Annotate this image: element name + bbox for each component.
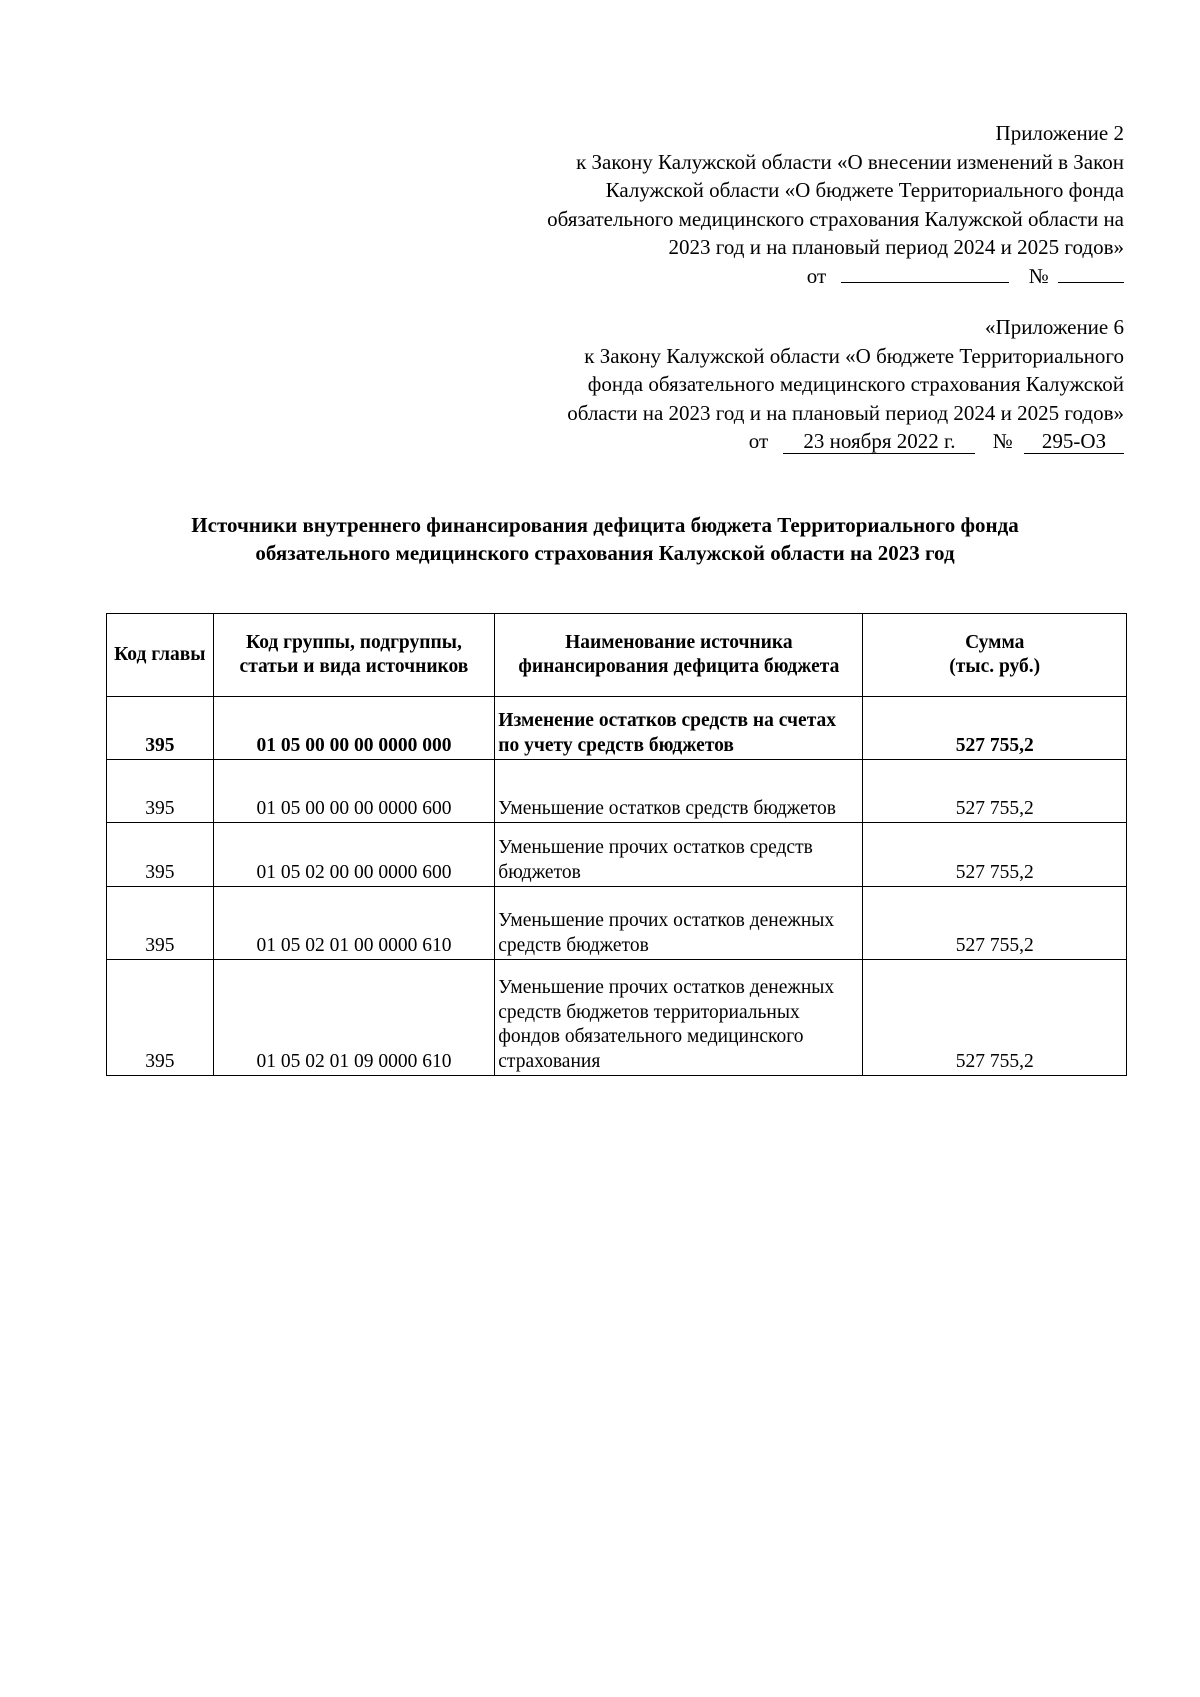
financing-sources-table (106, 613, 1127, 1076)
cell-sum: 527 755,2 (863, 760, 1127, 823)
cell-name-line: Изменение остатков средств на счетах (498, 710, 837, 731)
header-group-code-line: статьи и вида источников (239, 656, 469, 677)
cell-code: 01 05 02 00 00 0000 600 (213, 823, 495, 887)
table-row (107, 697, 1127, 760)
table-row (107, 887, 1127, 960)
cell-name-line: фондов обязательного медицинского (498, 1026, 804, 1047)
cell-chapter: 395 (107, 823, 214, 887)
cell-chapter: 395 (107, 960, 214, 1076)
cell-name-line: средств бюджетов территориальных (498, 1001, 800, 1023)
appendix-current-line: 2023 год и на плановый период 2024 и 2025 годов» (668, 235, 1124, 259)
date-blank (841, 262, 1009, 283)
header-source-name-line: Наименование источника (565, 631, 793, 653)
cell-name-line: Уменьшение прочих остатков денежных (498, 977, 835, 998)
cell-sum: 527 755,2 (863, 960, 1127, 1076)
date-prefix: от (806, 263, 827, 288)
cell-sum: 527 755,2 (863, 697, 1127, 760)
cell-code: 01 05 02 01 09 0000 610 (213, 960, 495, 1076)
header-source-name (495, 614, 863, 697)
appendix-current-line: Приложение 2 (995, 121, 1124, 145)
appendix-current-line: Калужской области «О бюджете Территориального фонда (605, 178, 1124, 202)
header-sum-line: Сумма (965, 631, 1025, 653)
title-line: обязательного медицинского страхования Калужской области на 2023 год (255, 541, 955, 565)
cell-sum: 527 755,2 (863, 887, 1127, 960)
date-prefix: от (748, 429, 769, 453)
appendix-current (547, 119, 1124, 290)
appendix-current-line: обязательного медицинского страхования Калужской области на (547, 206, 1124, 231)
table-row (107, 823, 1127, 887)
header-sum-line: (тыс. руб.) (949, 656, 1041, 677)
header-chapter-code: Код главы (107, 614, 214, 697)
cell-chapter: 395 (107, 760, 214, 823)
law-number: 295-ОЗ (1024, 429, 1124, 454)
cell-code: 01 05 00 00 00 0000 600 (213, 760, 495, 823)
cell-name (495, 887, 863, 960)
cell-chapter: 395 (107, 697, 214, 760)
cell-chapter: 395 (107, 887, 214, 960)
header-sum (863, 614, 1127, 697)
cell-name-line: бюджетов (498, 861, 581, 883)
cell-name-line: Уменьшение остатков средств бюджетов (498, 797, 836, 819)
appendix-current-date-line (547, 262, 1124, 291)
cell-name-line: по учету средств бюджетов (498, 734, 734, 756)
cell-sum: 527 755,2 (863, 823, 1127, 887)
appendix-original-line: фонда обязательного медицинского страхования Калужской (587, 372, 1124, 396)
appendix-original (567, 313, 1124, 456)
table-header-row (107, 614, 1127, 697)
law-date: 23 ноября 2022 г. (783, 429, 975, 454)
appendix-original-line: области на 2023 год и на плановый период 2024 и 2025 годов» (567, 400, 1124, 425)
cell-code: 01 05 02 01 00 0000 610 (213, 887, 495, 960)
number-prefix: № (1028, 263, 1049, 288)
title-line: Источники внутреннего финансирования дефицита бюджета Территориального фонда (191, 513, 1019, 537)
number-blank (1058, 262, 1124, 283)
cell-name-line: Уменьшение прочих остатков средств (498, 837, 813, 858)
cell-name-line: средств бюджетов (498, 934, 649, 956)
cell-name (495, 960, 863, 1076)
cell-name-line: страхования (498, 1050, 601, 1072)
table-row (107, 760, 1127, 823)
cell-name (495, 697, 863, 760)
header-group-code-line: Код группы, подгруппы, (246, 631, 462, 653)
cell-code: 01 05 00 00 00 0000 000 (213, 697, 495, 760)
appendix-current-line: к Закону Калужской области «О внесении изменений в Закон (576, 149, 1124, 174)
table-row (107, 960, 1127, 1076)
number-prefix: № (992, 429, 1013, 453)
cell-name (495, 760, 863, 823)
appendix-original-line: «Приложение 6 (985, 315, 1124, 339)
document-title (100, 511, 1110, 567)
cell-name-line: Уменьшение прочих остатков денежных (498, 910, 835, 931)
appendix-original-line: к Закону Калужской области «О бюджете Территориального (584, 343, 1124, 368)
header-group-code (213, 614, 495, 697)
cell-name (495, 823, 863, 887)
appendix-original-date-line (567, 427, 1124, 456)
header-source-name-line: финансирования дефицита бюджета (518, 656, 840, 677)
